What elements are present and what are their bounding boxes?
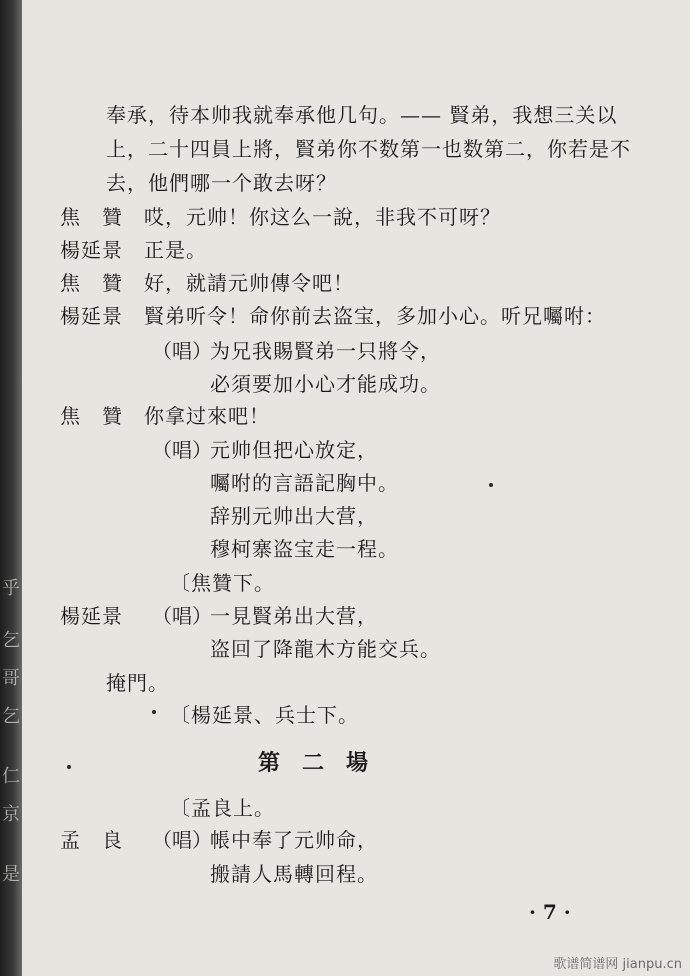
bleed-char: 京: [2, 804, 20, 825]
speaker-jiao-zan: 焦 贊: [60, 205, 123, 229]
text-line-10: 你拿过來吧！: [144, 404, 270, 428]
page-number: · 7 ·: [529, 900, 571, 924]
text-line-13: 辞别元帅出大营，: [210, 504, 378, 528]
speaker-yang-yanjing: 楊延景: [60, 304, 123, 328]
text-line-1: 奉承，待本帅我就奉承他几句。—— 賢弟，我想三关以: [106, 103, 618, 127]
text-line-18: 掩門。: [106, 671, 169, 695]
bleed-char: 仁: [2, 766, 20, 787]
stage-direction: 〔楊延景、兵士下。: [170, 703, 359, 727]
text-line-17: 盗回了降龍木方能交兵。: [210, 637, 441, 661]
text-line-11: 元帅但把心放定，: [210, 438, 378, 462]
bleed-char: 是: [2, 864, 20, 885]
text-line-7: 賢弟听令！命你前去盗宝，多加小心。听兄囑咐：: [144, 304, 606, 328]
speaker-jiao-zan: 焦 贊: [60, 404, 123, 428]
speaker-jiao-zan: 焦 贊: [60, 271, 123, 295]
bleed-char: 乎: [2, 578, 20, 599]
book-page: [22, 0, 690, 976]
text-line-16: 一見賢弟出大营，: [210, 604, 378, 628]
text-line-6: 好，就請元帅傳令吧！: [144, 271, 354, 295]
stage-direction: 〔孟良上。: [170, 796, 275, 820]
bleed-char: 乞: [2, 706, 20, 727]
sing-marker: （唱）: [152, 604, 212, 628]
text-line-4: 哎，元帅！你这么一說，非我不可呀？: [144, 205, 501, 229]
text-line-2: 上，二十四員上將，賢弟你不数第一也数第二，你若是不: [106, 137, 631, 161]
speaker-meng-liang: 孟 良: [60, 828, 123, 852]
sing-marker: （唱）: [152, 828, 212, 852]
speaker-yang-yanjing: 楊延景: [60, 238, 123, 262]
ink-speck: [152, 710, 156, 714]
site-watermark: 歌谱简谱网 jianpu.cn: [553, 957, 682, 972]
text-line-21: 帳中奉了元帅命，: [210, 828, 378, 852]
text-line-14: 穆柯寨盗宝走一程。: [210, 537, 399, 561]
binding-shadow: [0, 0, 22, 976]
stage-direction: 〔焦贊下。: [170, 571, 275, 595]
text-line-22: 搬請人馬轉回程。: [210, 862, 378, 886]
sing-marker: （唱）: [152, 339, 212, 363]
sing-marker: （唱）: [152, 438, 212, 462]
scene-title: 第二場: [258, 750, 391, 776]
text-line-3: 去，他們哪一个敢去呀？: [106, 171, 337, 195]
bleed-char: 哥: [2, 668, 20, 689]
ink-speck: [67, 765, 71, 769]
text-line-8: 为兄我賜賢弟一只將令，: [210, 339, 441, 363]
ink-speck: [489, 483, 493, 487]
text-line-5: 正是。: [144, 238, 207, 262]
bleed-char: 乞: [2, 630, 20, 651]
text-line-12: 囑咐的言語記胸中。: [210, 471, 399, 495]
speaker-yang-yanjing: 楊延景: [60, 604, 123, 628]
text-line-9: 必須要加小心才能成功。: [210, 372, 441, 396]
